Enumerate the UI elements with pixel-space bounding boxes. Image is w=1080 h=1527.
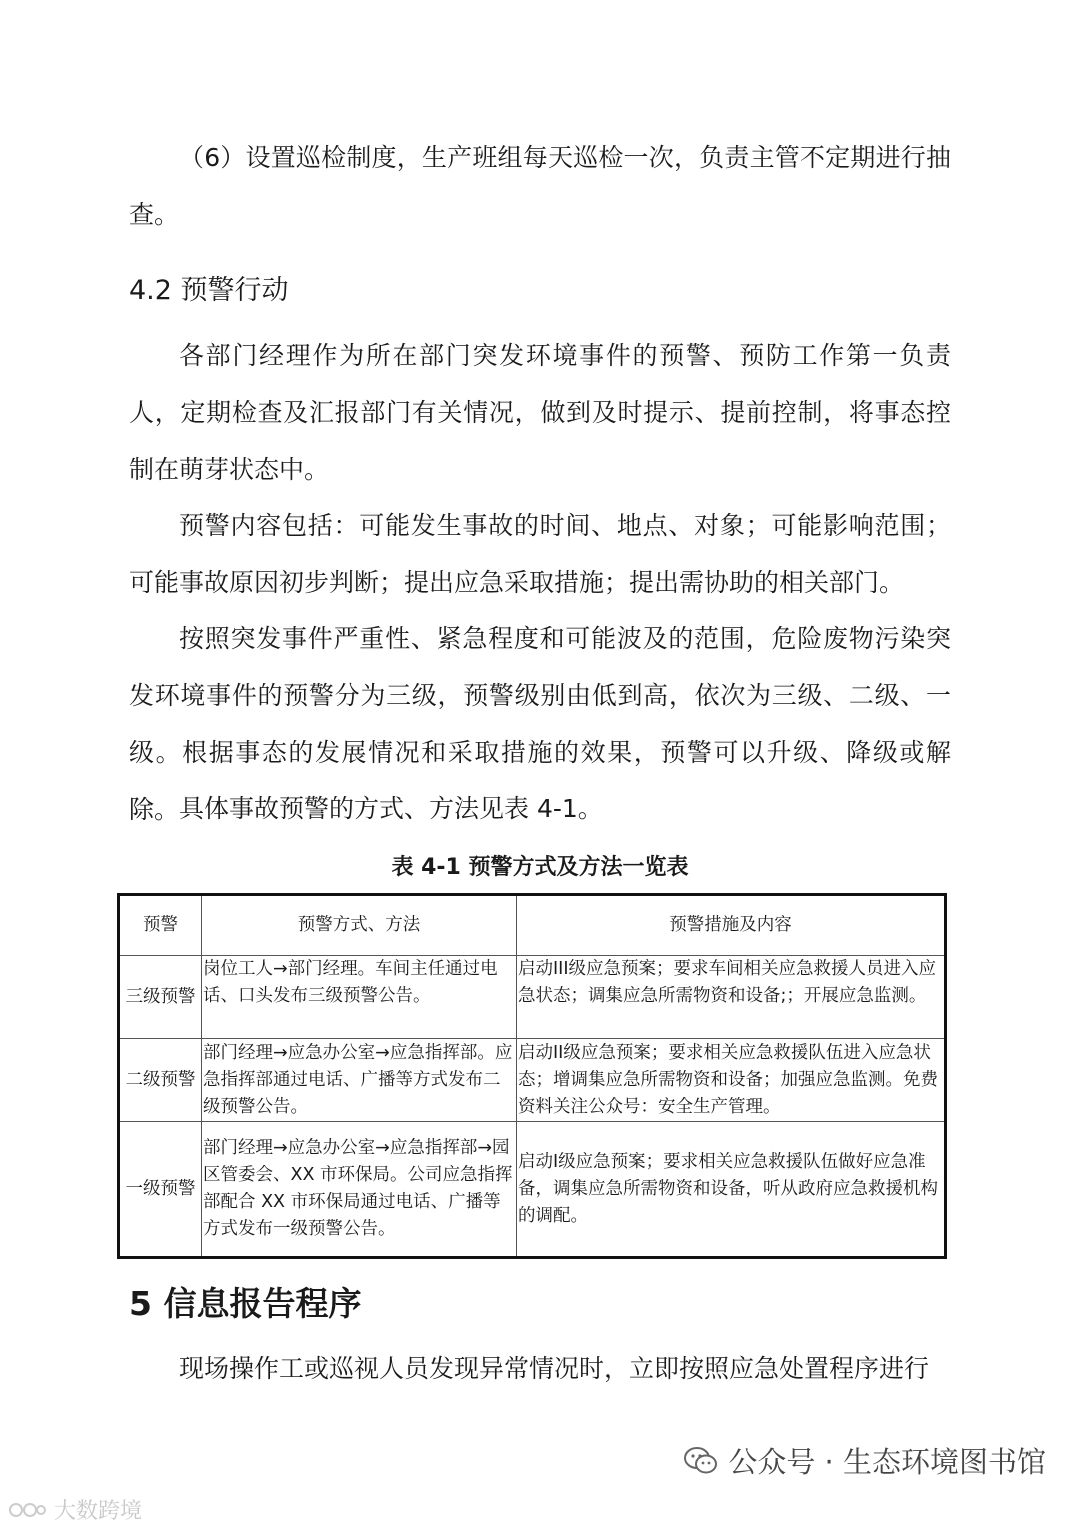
- method-cell: 岗位工人→部门经理。车间主任通过电话、口头发布三级预警公告。: [202, 956, 517, 1039]
- table-row: [119, 956, 946, 1039]
- watermark-left-text: 大数跨境: [54, 1499, 143, 1524]
- method-cell: 部门经理→应急办公室→应急指挥部。应急指挥部通过电话、广播等方式发布二级预警公告。: [202, 1039, 517, 1122]
- table-row: [119, 1122, 946, 1258]
- header-level: 预警: [119, 895, 202, 956]
- heading-4-2: 4.2 预警行动: [129, 275, 289, 306]
- paragraph-warning-levels: 按照突发事件严重性、紧急程度和可能波及的范围，危险废物污染突发环境事件的预警分为三级，预警级别由低到高，依次为三级、二级、一级。根据事态的发展情况和采取措施的效果，预警可以升级、降级或解除。: [129, 624, 951, 824]
- measures-cell: 启动II级应急预案；要求相关应急救援队伍进入应急状态；增调集应急所需物资和设备；加强应急监测。免费资料关注公众号：安全生产管理。: [517, 1039, 946, 1122]
- paragraph-table-ref: 具体事故预警的方式、方法见表 4-1。: [179, 794, 603, 823]
- measures-cell: 启动I级应急预案；要求相关应急救援队伍做好应急准备，调集应急所需物资和设备，听从政府应急救援机构的调配。: [517, 1122, 946, 1258]
- method-cell: 部门经理→应急办公室→应急指挥部→园区管委会、XX 市环保局。公司应急指挥部配合 XX 市环保局通过电话、广播等方式发布一级预警公告。: [202, 1122, 517, 1258]
- watermark-right-text: 公众号 · 生态环境图书馆: [728, 1445, 1046, 1479]
- level-cell: 三级预警: [119, 956, 202, 1039]
- table-header-row: [119, 895, 946, 956]
- table-row: [119, 1039, 946, 1122]
- header-method: 预警方式、方法: [202, 895, 517, 956]
- paragraph-reporting: 现场操作工或巡视人员发现异常情况时，立即按照应急处置程序进行: [179, 1354, 930, 1383]
- wechat-icon: [684, 1446, 718, 1476]
- watermark-left: [8, 1494, 142, 1525]
- warning-table: [117, 893, 947, 1259]
- watermark-right: [684, 1440, 1046, 1481]
- paragraph-inspection: （6）设置巡检制度，生产班组每天巡检一次，负责主管不定期进行抽查。: [129, 143, 951, 229]
- heading-5: 5 信息报告程序: [129, 1284, 362, 1323]
- level-cell: 二级预警: [119, 1039, 202, 1122]
- level-cell: 一级预警: [119, 1122, 202, 1258]
- table-caption: 表 4-1 预警方式及方法一览表: [391, 855, 689, 880]
- measures-cell: 启动III级应急预案；要求车间相关应急救援人员进入应急状态；调集应急所需物资和设备;；开展应急监测。: [517, 956, 946, 1039]
- brand-logo-icon: [8, 1499, 48, 1521]
- paragraph-responsibility: 各部门经理作为所在部门突发环境事件的预警、预防工作第一负责人，定期检查及汇报部门有关情况，做到及时提示、提前控制，将事态控制在萌芽状态中。: [129, 341, 951, 484]
- header-measures: 预警措施及内容: [517, 895, 946, 956]
- paragraph-warning-content: 预警内容包括：可能发生事故的时间、地点、对象；可能影响范围；可能事故原因初步判断；提出应急采取措施；提出需协助的相关部门。: [129, 511, 951, 597]
